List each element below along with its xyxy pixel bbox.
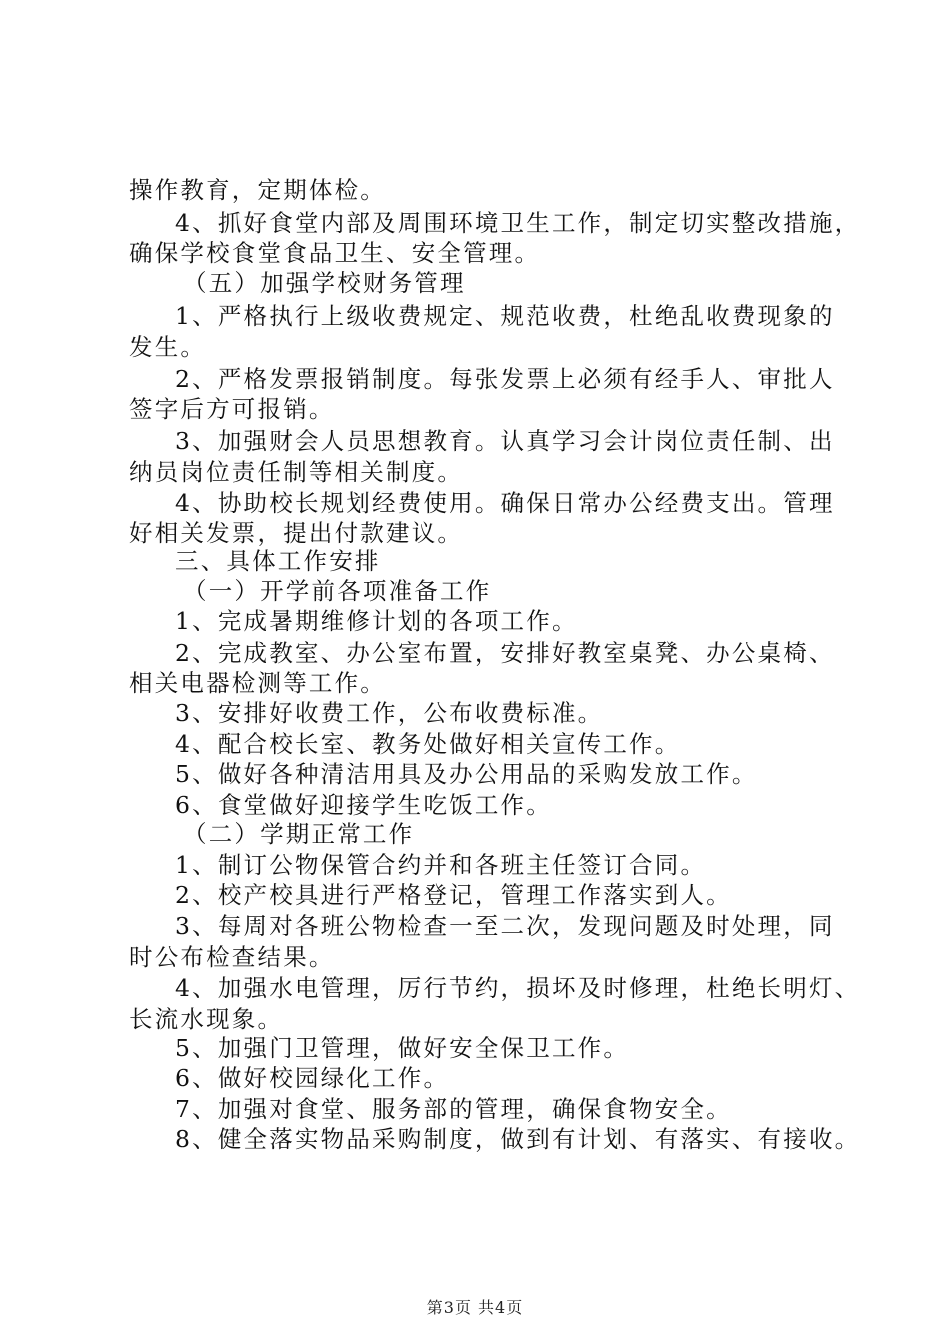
text-line: 7、加强对食堂、服务部的管理，确保食物安全。 [175,1095,732,1123]
text-line: 相关电器检测等工作。 [129,669,386,697]
text-line: 4、配合校长室、教务处做好相关宣传工作。 [175,730,681,758]
text-line: 2、严格发票报销制度。每张发票上必须有经手人、审批人 [175,365,835,393]
text-line: 8、健全落实物品采购制度，做到有计划、有落实、有接收。 [175,1125,861,1153]
text-line: 6、做好校园绿化工作。 [175,1064,450,1092]
text-line: 发生。 [129,333,207,361]
text-line: 4、抓好食堂内部及周围环境卫生工作，制定切实整改措施， [175,209,861,237]
section-heading: （一）开学前各项准备工作 [183,577,492,605]
text-line: 3、安排好收费工作，公布收费标准。 [175,699,604,727]
text-line: 4、加强水电管理，厉行节约，损坏及时修理，杜绝长明灯、 [175,974,861,1002]
text-line: 3、加强财会人员思想教育。认真学习会计岗位责任制、出 [175,427,835,455]
text-line: 长流水现象。 [129,1005,284,1033]
text-line: 签字后方可报销。 [129,395,335,423]
text-line: 2、校产校具进行严格登记，管理工作落实到人。 [175,881,732,909]
text-line: 1、完成暑期维修计划的各项工作。 [175,607,578,635]
text-line: 时公布检查结果。 [129,943,335,971]
text-line: 6、食堂做好迎接学生吃饭工作。 [175,791,552,819]
text-line: 4、协助校长规划经费使用。确保日常办公经费支出。管理 [175,489,835,517]
text-line: 2、完成教室、办公室布置，安排好教室桌凳、办公桌椅、 [175,639,835,667]
text-line: 操作教育，定期体检。 [129,176,386,204]
section-heading: （二）学期正常工作 [183,820,415,848]
text-line: 纳员岗位责任制等相关制度。 [129,458,464,486]
text-line: 好相关发票，提出付款建议。 [129,519,464,547]
text-line: 5、做好各种清洁用具及办公用品的采购发放工作。 [175,760,758,788]
text-line: 确保学校食堂食品卫生、安全管理。 [129,239,541,267]
section-heading: （五）加强学校财务管理 [183,269,466,297]
text-line: 3、每周对各班公物检查一至二次，发现问题及时处理，同 [175,912,835,940]
text-line: 1、严格执行上级收费规定、规范收费，杜绝乱收费现象的 [175,302,835,330]
text-line: 1、制订公物保管合约并和各班主任签订合同。 [175,851,707,879]
section-heading: 三、具体工作安排 [175,547,381,575]
page-number-footer: 第3页 共4页 [426,1298,524,1317]
text-line: 5、加强门卫管理，做好安全保卫工作。 [175,1034,630,1062]
